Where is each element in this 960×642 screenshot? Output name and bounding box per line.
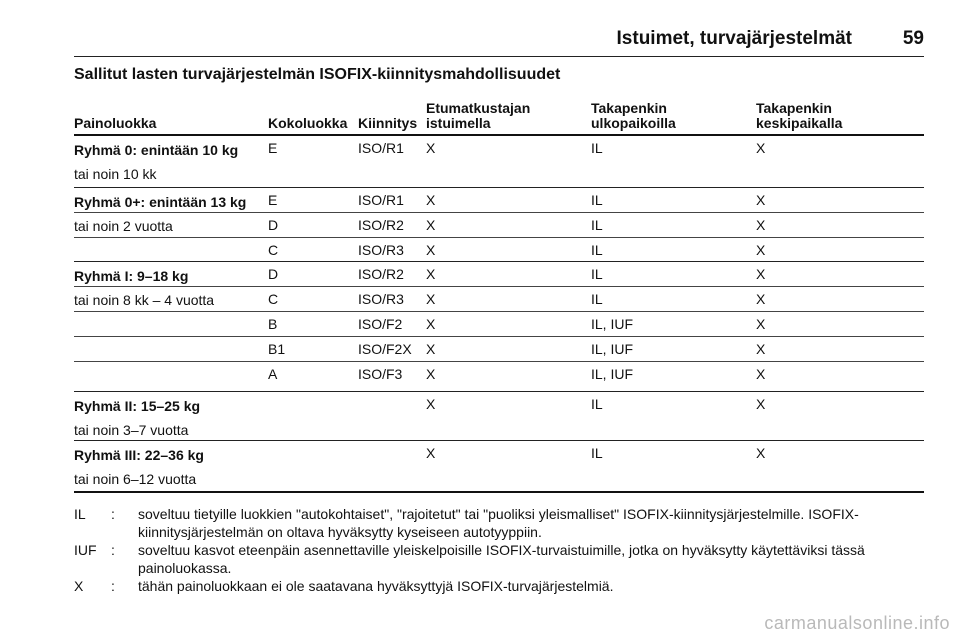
header-title: Istuimet, turvajärjestelmät [616, 28, 852, 49]
cell-rear: IL [591, 445, 603, 461]
note-colon: : [111, 506, 115, 522]
cell-front: X [426, 192, 436, 208]
group-subtitle: tai noin 8 kk – 4 vuotta [74, 292, 215, 308]
table-row [74, 262, 924, 286]
cell-size: E [268, 192, 278, 208]
note-colon: : [111, 542, 115, 558]
col-front-line2: istuimella [426, 115, 491, 131]
cell-front: X [426, 140, 436, 156]
table-group [74, 441, 924, 493]
note-item [74, 541, 924, 577]
col-rear-outer-line2: ulkopaikoilla [591, 115, 676, 131]
note-item [74, 577, 924, 595]
cell-front: X [426, 291, 436, 307]
cell-middle: X [756, 242, 766, 258]
cell-rear: IL, IUF [591, 316, 634, 332]
cell-fixture: ISO/F2 [358, 316, 403, 332]
table-row [74, 188, 924, 212]
group-subtitle: tai noin 3–7 vuotta [74, 422, 189, 438]
cell-middle: X [756, 366, 766, 382]
cell-fixture: ISO/R2 [358, 266, 404, 282]
table-row [74, 336, 924, 361]
table-row [74, 392, 924, 416]
note-key: IUF [74, 542, 97, 558]
note-text: soveltuu tietyille luokkien "autokohtaiset", "rajoitetut" tai "puoliksi yleismalliset" ISOFIX-kiinnitysjärjestelmille. ISOFIX-kiinnitysjärjestelmän on oltava hyväksytty kyseiseen autotyyppiin. [138, 506, 859, 540]
cell-middle: X [756, 316, 766, 332]
col-size-class: Kokoluokka [268, 115, 348, 131]
note-text: tähän painoluokkaan ei ole saatavana hyväksyttyjä ISOFIX-turvajärjestelmiä. [138, 578, 614, 594]
cell-rear: IL [591, 396, 603, 412]
table-row [74, 361, 924, 386]
table-row [74, 286, 924, 311]
col-weight-class: Painoluokka [74, 115, 157, 131]
watermark: carmanualsonline.info [764, 613, 950, 633]
col-rear-outer-line1: Takapenkin [591, 100, 667, 116]
cell-size: B1 [268, 341, 286, 357]
cell-size: C [268, 242, 279, 258]
section-title: Sallitut lasten turvajärjestelmän ISOFIX-kiinnitysmahdollisuudet [74, 66, 561, 83]
cell-front: X [426, 366, 436, 382]
isofix-table [74, 92, 924, 493]
table-header [74, 92, 924, 136]
group-subtitle: tai noin 6–12 vuotta [74, 471, 197, 487]
col-front-line1: Etumatkustajan [426, 100, 531, 116]
cell-rear: IL [591, 242, 603, 258]
cell-middle: X [756, 266, 766, 282]
table-row [74, 311, 924, 336]
page-header [74, 28, 924, 57]
col-rear-middle-line1: Takapenkin [756, 100, 832, 116]
group-title: Ryhmä I: 9–18 kg [74, 268, 189, 284]
cell-front: X [426, 445, 436, 461]
cell-middle: X [756, 341, 766, 357]
cell-middle: X [756, 396, 766, 412]
note-item [74, 505, 924, 541]
note-key: IL [74, 506, 86, 522]
cell-fixture: ISO/F3 [358, 366, 403, 382]
group-title: Ryhmä II: 15–25 kg [74, 398, 201, 414]
cell-rear: IL, IUF [591, 366, 634, 382]
group-title: Ryhmä 0: enintään 10 kg [74, 142, 239, 158]
col-fixture: Kiinnitys [358, 115, 418, 131]
table-row [74, 441, 924, 465]
cell-size: D [268, 266, 279, 282]
table-row [74, 136, 924, 160]
table-row [74, 212, 924, 237]
cell-middle: X [756, 291, 766, 307]
table-group [74, 188, 924, 262]
group-subtitle: tai noin 2 vuotta [74, 218, 173, 234]
cell-fixture: ISO/R3 [358, 291, 404, 307]
cell-front: X [426, 396, 436, 412]
table-row [74, 237, 924, 262]
cell-middle: X [756, 445, 766, 461]
cell-fixture: ISO/R3 [358, 242, 404, 258]
cell-rear: IL [591, 192, 603, 208]
cell-front: X [426, 266, 436, 282]
cell-fixture: ISO/R1 [358, 140, 404, 156]
note-colon: : [111, 578, 115, 594]
cell-size: A [268, 366, 278, 382]
table-group [74, 136, 924, 188]
note-text: soveltuu kasvot eteenpäin asennettaville yleiskelpoisille ISOFIX-turvaistuimille, jotka on hyväksytty käytettäviksi tässä painoluokassa. [138, 542, 865, 576]
cell-size: C [268, 291, 279, 307]
legend-notes [74, 505, 924, 595]
cell-rear: IL [591, 217, 603, 233]
cell-front: X [426, 341, 436, 357]
cell-fixture: ISO/R1 [358, 192, 404, 208]
cell-middle: X [756, 140, 766, 156]
cell-rear: IL, IUF [591, 341, 634, 357]
col-front-seat [426, 101, 530, 131]
cell-middle: X [756, 192, 766, 208]
cell-front: X [426, 242, 436, 258]
cell-rear: IL [591, 140, 603, 156]
col-rear-middle-line2: keskipaikalla [756, 115, 843, 131]
group-subtitle: tai noin 10 kk [74, 166, 157, 182]
cell-front: X [426, 316, 436, 332]
table-group [74, 392, 924, 441]
col-rear-outer [591, 101, 676, 131]
cell-middle: X [756, 217, 766, 233]
group-title: Ryhmä 0+: enintään 13 kg [74, 194, 247, 210]
page-number: 59 [902, 28, 924, 49]
group-title: Ryhmä III: 22–36 kg [74, 447, 204, 463]
note-key: X [74, 578, 84, 594]
cell-fixture: ISO/R2 [358, 217, 404, 233]
cell-front: X [426, 217, 436, 233]
cell-size: B [268, 316, 278, 332]
cell-fixture: ISO/F2X [358, 341, 412, 357]
cell-rear: IL [591, 266, 603, 282]
cell-size: E [268, 140, 278, 156]
col-rear-middle [756, 101, 842, 131]
cell-size: D [268, 217, 279, 233]
table-group [74, 262, 924, 392]
cell-rear: IL [591, 291, 603, 307]
